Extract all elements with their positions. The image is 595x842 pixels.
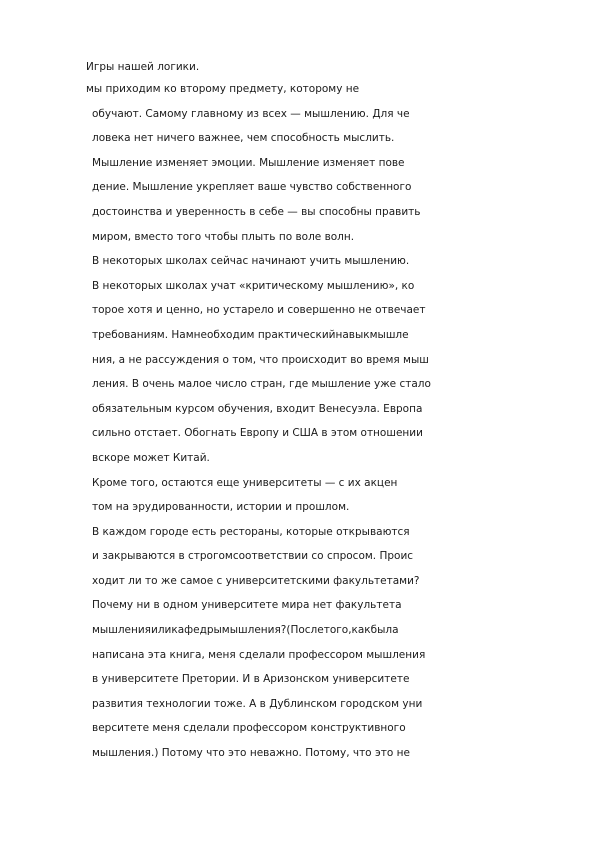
text-line: мы приходим ко второму предмету, которому не (86, 83, 360, 95)
text-line: В каждом городе есть рестораны, которые открываются (92, 525, 410, 538)
text-line: и закрываются в строгомсоответствии со спросом. Проис (92, 550, 414, 563)
text-line: в университете Претории. И в Аризонском университете (92, 673, 410, 686)
text-line: том на эрудированности, истории и прошлом. (92, 501, 350, 514)
text-line: требованиям. Намнеобходим практическийнавыкмышле (92, 328, 409, 341)
text-line: ления. В очень малое число стран, где мышление уже стало (92, 378, 431, 391)
text-line: ния, а не рассуждения о том, что происходит во время мыш (92, 353, 429, 366)
text-line: ходит ли то же самое с университетскими факультетами? (92, 574, 420, 587)
body-text (0, 82, 595, 771)
text-line: В некоторых школах учат «критическому мышлению», ко (92, 279, 415, 292)
text-line: ловека нет ничего важнее, чем способность мыслить. (92, 132, 395, 145)
text-line: миром, вместо того чтобы плыть по воле волн. (92, 230, 355, 243)
text-line: обучают. Самому главному из всех — мышлению. Для че (92, 107, 410, 120)
text-line: развития технологии тоже. А в Дублинском городском уни (92, 697, 423, 710)
text-line: мышленияиликафедрымышления?(Послетого,какбыла (92, 624, 399, 637)
text-line: Почему ни в одном университете мира нет факультета (92, 599, 402, 612)
text-line: мышления.) Потому что это неважно. Потому, что это не (92, 747, 410, 760)
text-line: Мышление изменяет эмоции. Мышление изменяет пове (92, 156, 405, 169)
text-line: верситете меня сделали профессором конструктивного (92, 722, 406, 735)
section-heading: Игры нашей логики. (86, 61, 200, 73)
text-line: написана эта книга, меня сделали профессором мышления (92, 648, 426, 661)
text-line: Кроме того, остаются еще университеты — с их акцен (92, 476, 398, 489)
text-line: торое хотя и ценно, но устарело и совершенно не отвечает (92, 304, 426, 317)
text-line: вскоре может Китай. (92, 451, 210, 464)
text-line: сильно отстает. Обогнать Европу и США в этом отношении (92, 427, 423, 440)
text-line: обязательным курсом обучения, входит Венесуэла. Европа (92, 402, 423, 415)
text-line: достоинства и уверенность в себе — вы способны править (92, 205, 421, 218)
text-line: дение. Мышление укрепляет ваше чувство собственного (92, 181, 412, 194)
text-line: В некоторых школах сейчас начинают учить мышлению. (92, 255, 410, 268)
